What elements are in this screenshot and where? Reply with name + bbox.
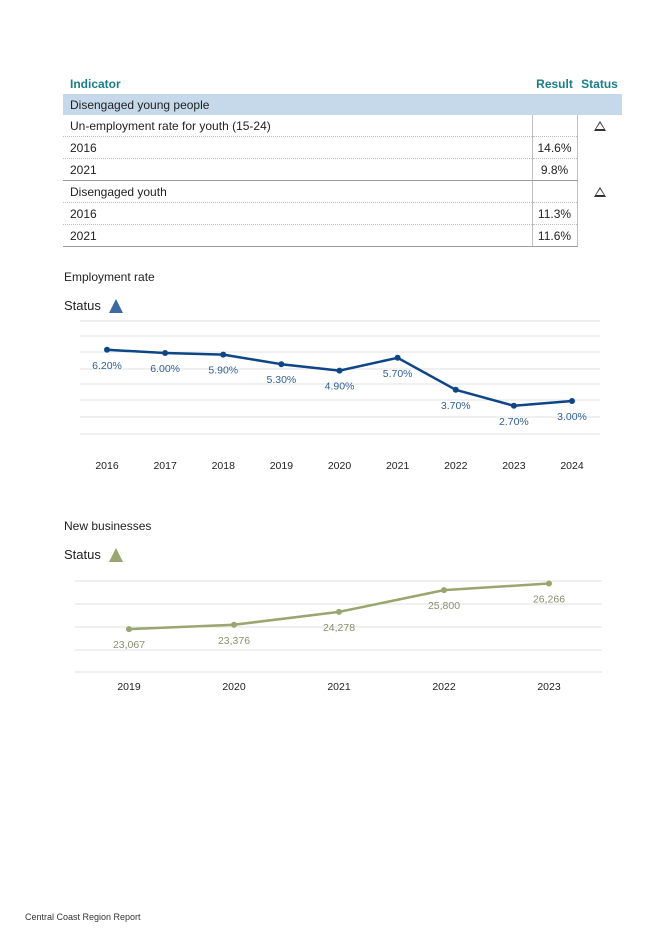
triangle-outline-icon [594,187,606,197]
row-label: Un-employment rate for youth (15-24) [63,115,532,137]
data-label: 5.90% [208,364,239,377]
x-tick-label: 2020 [222,681,246,693]
x-tick-label: 2023 [537,681,561,693]
x-tick-label: 2019 [117,681,141,693]
employment-status [64,298,123,313]
data-point [546,580,552,586]
x-tick-label: 2017 [153,460,177,472]
row-result [532,115,577,137]
status-cell [577,115,622,181]
series-line [107,350,572,406]
row-result: 14.6% [532,137,577,159]
row-result: 11.3% [532,203,577,225]
row-result: 11.6% [532,225,577,247]
x-tick-label: 2022 [444,460,468,472]
data-point [337,368,343,374]
data-label: 4.90% [324,380,355,393]
businesses-status-label: Status [64,547,101,562]
table-row [63,203,622,225]
data-point [336,609,342,615]
group-label: Disengaged young people [63,94,577,115]
x-tick-label: 2022 [432,681,456,693]
data-label: 24,278 [322,621,356,634]
data-point [126,626,132,632]
triangle-filled-icon [109,548,123,562]
indicator-table [63,74,622,247]
x-tick-label: 2021 [385,460,410,472]
data-label: 26,266 [532,593,566,606]
group-row [63,94,622,115]
table-row [63,159,622,181]
data-point [104,347,110,353]
data-point [220,352,226,358]
table-row [63,225,622,247]
employment-status-label: Status [64,298,101,313]
data-label: 6.20% [92,359,122,372]
row-label: 2021 [63,225,532,247]
table-row [63,115,622,137]
data-point [395,355,401,361]
x-tick-label: 2016 [95,460,119,472]
businesses-heading: New businesses [64,519,152,533]
data-point [278,361,284,367]
data-label: 3.00% [557,411,587,423]
data-label: 23,067 [112,639,146,652]
triangle-outline-icon [594,121,606,131]
row-label: 2016 [63,203,532,225]
data-point [453,387,459,393]
header-result: Result [536,77,573,91]
x-tick-label: 2018 [211,460,235,472]
footer: Central Coast Region Report [25,912,141,922]
employment-rate-chart [0,318,669,478]
x-tick-label: 2020 [327,460,352,472]
data-label: 5.70% [382,367,413,380]
row-result: 9.8% [532,159,577,181]
data-label: 5.30% [266,374,297,387]
triangle-filled-icon [109,299,123,313]
data-label: 3.70% [440,399,471,412]
data-label: 25,800 [427,600,461,613]
data-label: 6.00% [150,363,181,375]
row-label: 2021 [63,159,532,181]
table-row [63,181,622,203]
indicator-table-container [63,74,622,247]
businesses-status [64,547,123,562]
table-row [63,137,622,159]
data-point [231,622,237,628]
data-point [162,350,168,356]
row-label: Disengaged youth [63,181,532,203]
row-result [532,181,577,203]
header-status: Status [581,77,618,91]
employment-heading: Employment rate [64,270,155,284]
x-tick-label: 2021 [327,681,351,693]
group-status-cell [577,94,622,115]
x-tick-label: 2019 [269,460,294,472]
x-tick-label: 2023 [502,460,526,472]
x-tick-label: 2024 [560,460,584,472]
data-point [569,398,575,404]
header-indicator: Indicator [70,77,121,91]
data-label: 2.70% [498,415,529,428]
row-label: 2016 [63,137,532,159]
status-cell [577,181,622,247]
data-point [511,403,517,409]
new-businesses-chart [0,570,669,700]
data-point [441,587,447,593]
table-header-row [63,74,622,94]
data-label: 23,376 [217,634,251,647]
